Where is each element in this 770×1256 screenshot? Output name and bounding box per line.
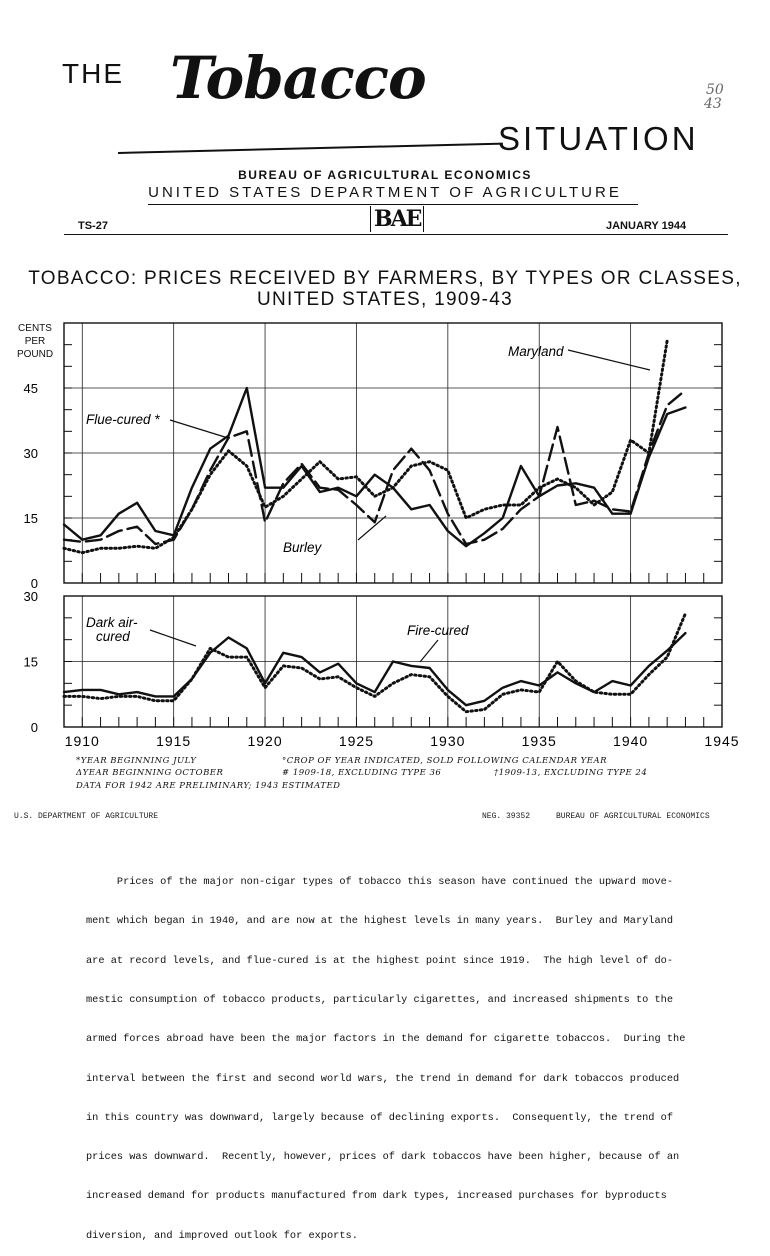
footnote-type36: # 1909-18, EXCLUDING TYPE 36 bbox=[282, 768, 442, 778]
body-line: in this country was downward, largely because of declining exports. Consequently, the trend of bbox=[86, 1111, 674, 1124]
pointer-arrow bbox=[420, 640, 438, 662]
label-burley: Burley bbox=[283, 540, 322, 555]
series-line-maryland bbox=[64, 340, 667, 552]
y-axis-unit-label: CENTS PER POUND bbox=[16, 323, 54, 360]
handwritten-note-2: 43 bbox=[704, 96, 722, 112]
footnote-october: ΔYEAR BEGINNING OCTOBER bbox=[76, 768, 224, 778]
body-line: armed forces abroad have been the major factors in the demand for cigarette tobaccos. During the bbox=[86, 1033, 686, 1046]
footnote-july: *YEAR BEGINNING JULY bbox=[76, 756, 197, 766]
credit-department: U.S. DEPARTMENT OF AGRICULTURE bbox=[14, 812, 159, 821]
y-tick-label: 15 bbox=[23, 654, 38, 670]
y-tick-label: 15 bbox=[23, 511, 38, 526]
credit-bureau: BUREAU OF AGRICULTURAL ECONOMICS bbox=[556, 812, 710, 821]
x-tick-label: 1915 bbox=[156, 733, 192, 749]
bureau-name: BUREAU OF AGRICULTURAL ECONOMICS bbox=[238, 168, 532, 182]
label-dark-air-cured: Dark air- bbox=[86, 615, 138, 630]
x-tick-label: 1940 bbox=[613, 733, 649, 749]
pointer-arrow bbox=[170, 420, 228, 438]
label-flue-cured: Flue-cured * bbox=[86, 412, 160, 427]
footnote-type24: †1909-13, EXCLUDING TYPE 24 bbox=[494, 768, 648, 778]
body-line: increased demand for products manufactured from dark types, increased purchases for byproducts bbox=[86, 1190, 667, 1203]
handwritten-note-1: 50 bbox=[706, 82, 724, 98]
masthead-the: THE bbox=[62, 58, 124, 89]
department-name: UNITED STATES DEPARTMENT OF AGRICULTURE bbox=[148, 184, 622, 201]
body-line: prices was downward. Recently, however, prices of dark tobaccos have been higher, because of an bbox=[86, 1151, 680, 1164]
label-maryland: Maryland bbox=[508, 344, 564, 359]
x-tick-label: 1920 bbox=[247, 733, 283, 749]
body-line: ment which began in 1940, and are now at the highest levels in many years. Burley and Maryland bbox=[86, 915, 674, 928]
pointer-arrow bbox=[150, 630, 196, 646]
bae-logo: BAE bbox=[370, 206, 424, 232]
body-line: mestic consumption of tobacco products, particularly cigarettes, and increased shipments to the bbox=[86, 994, 674, 1007]
chart-title-text: TOBACCO: PRICES RECEIVED BY FARMERS, BY TYPES OR CLASSES, UNITED STATES, 1909-43 bbox=[28, 268, 742, 310]
y-tick-label: 30 bbox=[23, 589, 38, 604]
x-tick-label: 1925 bbox=[338, 733, 375, 749]
y-tick-label: 0 bbox=[30, 720, 38, 735]
x-tick-label: 1945 bbox=[704, 733, 740, 749]
label-fire-cured: Fire-cured bbox=[407, 623, 469, 638]
y-tick-label: 0 bbox=[30, 576, 38, 591]
issue-date: JANUARY 1944 bbox=[606, 220, 687, 232]
body-line: diversion, and improved outlook for exports. bbox=[86, 1229, 358, 1242]
chart-labels bbox=[86, 344, 650, 662]
body-line: interval between the first and second world wars, the trend in demand for dark tobaccos produced bbox=[86, 1072, 680, 1085]
footnote-preliminary: DATA FOR 1942 ARE PRELIMINARY; 1943 ESTIMATED bbox=[76, 781, 341, 791]
body-line: Prices of the major non-cigar types of tobacco this season have continued the upward move- bbox=[86, 876, 674, 889]
body-line: are at record levels, and flue-cured is at the highest point since 1919. The high level of do- bbox=[86, 954, 674, 967]
masthead-situation: SITUATION bbox=[498, 120, 699, 157]
pointer-arrow bbox=[568, 350, 650, 370]
label-dark-air-cured-line2: cured bbox=[96, 629, 130, 644]
y-tick-label: 30 bbox=[23, 446, 38, 461]
x-tick-label: 1935 bbox=[521, 733, 557, 749]
series-line-fire-cured bbox=[64, 633, 685, 705]
credit-negative-number: NEG. 39352 bbox=[482, 812, 531, 821]
x-tick-label: 1930 bbox=[430, 733, 466, 749]
footnote-crop-year: °CROP OF YEAR INDICATED, SOLD FOLLOWING CALENDAR YEAR bbox=[282, 756, 608, 766]
body-paragraph bbox=[86, 850, 730, 1256]
issue-number: TS-27 bbox=[78, 220, 108, 232]
x-tick-label: 1910 bbox=[64, 733, 100, 749]
y-tick-label: 45 bbox=[23, 381, 38, 396]
chart-grid bbox=[64, 323, 722, 727]
masthead-title: Tobacco bbox=[170, 44, 426, 112]
